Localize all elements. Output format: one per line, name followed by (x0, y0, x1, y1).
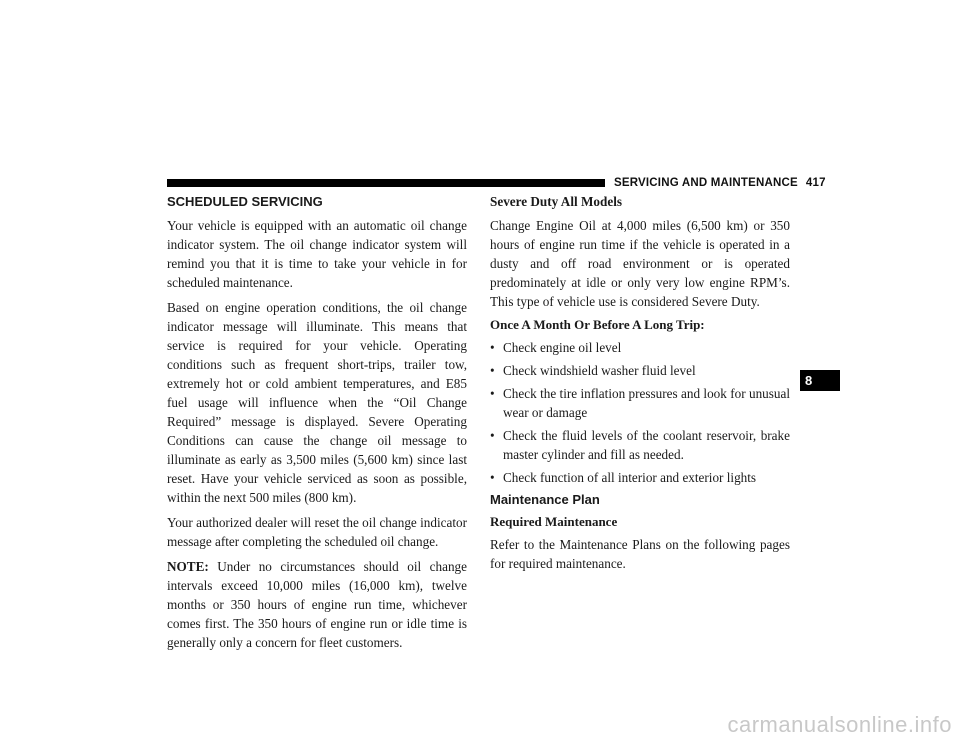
left-column (167, 194, 467, 658)
page-number: 417 (805, 177, 826, 189)
running-header (614, 177, 826, 189)
list-item: • Check the fluid levels of the coolant reservoir, brake master cylinder and fill as needed. (490, 426, 790, 464)
section-heading: SCHEDULED SERVICING (167, 194, 323, 209)
monthly-check-heading: Once A Month Or Before A Long Trip: (490, 317, 705, 332)
section-title: SERVICING AND MAINTENANCE (614, 177, 798, 189)
required-maintenance-text: Refer to the Maintenance Plans on the following pages for required maintenance. (490, 537, 790, 571)
paragraph-intro: Your vehicle is equipped with an automatic oil change indicator system. The oil change indicator system will remind you that it is time to take your vehicle in for scheduled maintenance. (167, 218, 467, 290)
watermark: carmanualsonline.info (727, 712, 952, 737)
severe-duty-text: Change Engine Oil at 4,000 miles (6,500 km) or 350 hours of engine run time if the vehicle is operated in a dusty and off road environment or is operated predominately at idle or only very low engine RPM’s. This type of vehicle use is considered Severe Duty. (490, 218, 790, 309)
paragraph-reset: Your authorized dealer will reset the oil change indicator message after completing the scheduled oil change. (167, 515, 467, 549)
chapter-tab: 8 (800, 370, 840, 391)
list-item: • Check windshield washer fluid level (490, 361, 790, 380)
header-rule (167, 179, 605, 187)
note-paragraph (167, 557, 467, 652)
list-item: • Check function of all interior and exterior lights (490, 468, 790, 487)
severe-duty-heading: Severe Duty All Models (490, 194, 622, 209)
maintenance-plan-heading: Maintenance Plan (490, 492, 600, 507)
paragraph-conditions: Based on engine operation conditions, the oil change indicator message will illuminate. This means that service is required for your vehicle. Operating conditions such as frequent short-trips, trailer tow, extremely hot or cold ambient temperatures, and E85 fuel usage will influence when the “Oil Change Required” message is displayed. Severe Operating Conditions can cause the change oil message to illuminate as early as 3,500 miles (5,600 km) since last reset. Have your vehicle serviced as soon as possible, within the next 500 miles (800 km). (167, 300, 467, 505)
note-label: NOTE: (167, 559, 209, 574)
right-column (490, 194, 790, 579)
monthly-check-list (490, 338, 790, 487)
list-item: • Check engine oil level (490, 338, 790, 357)
list-item: • Check the tire inflation pressures and look for unusual wear or damage (490, 384, 790, 422)
note-text: Under no circumstances should oil change intervals exceed 10,000 miles (16,000 km), twelve months or 350 hours of engine run time, whichever comes first. The 350 hours of engine run or idle time is generally only a concern for fleet customers. (167, 559, 467, 650)
required-maintenance-heading: Required Maintenance (490, 514, 618, 529)
